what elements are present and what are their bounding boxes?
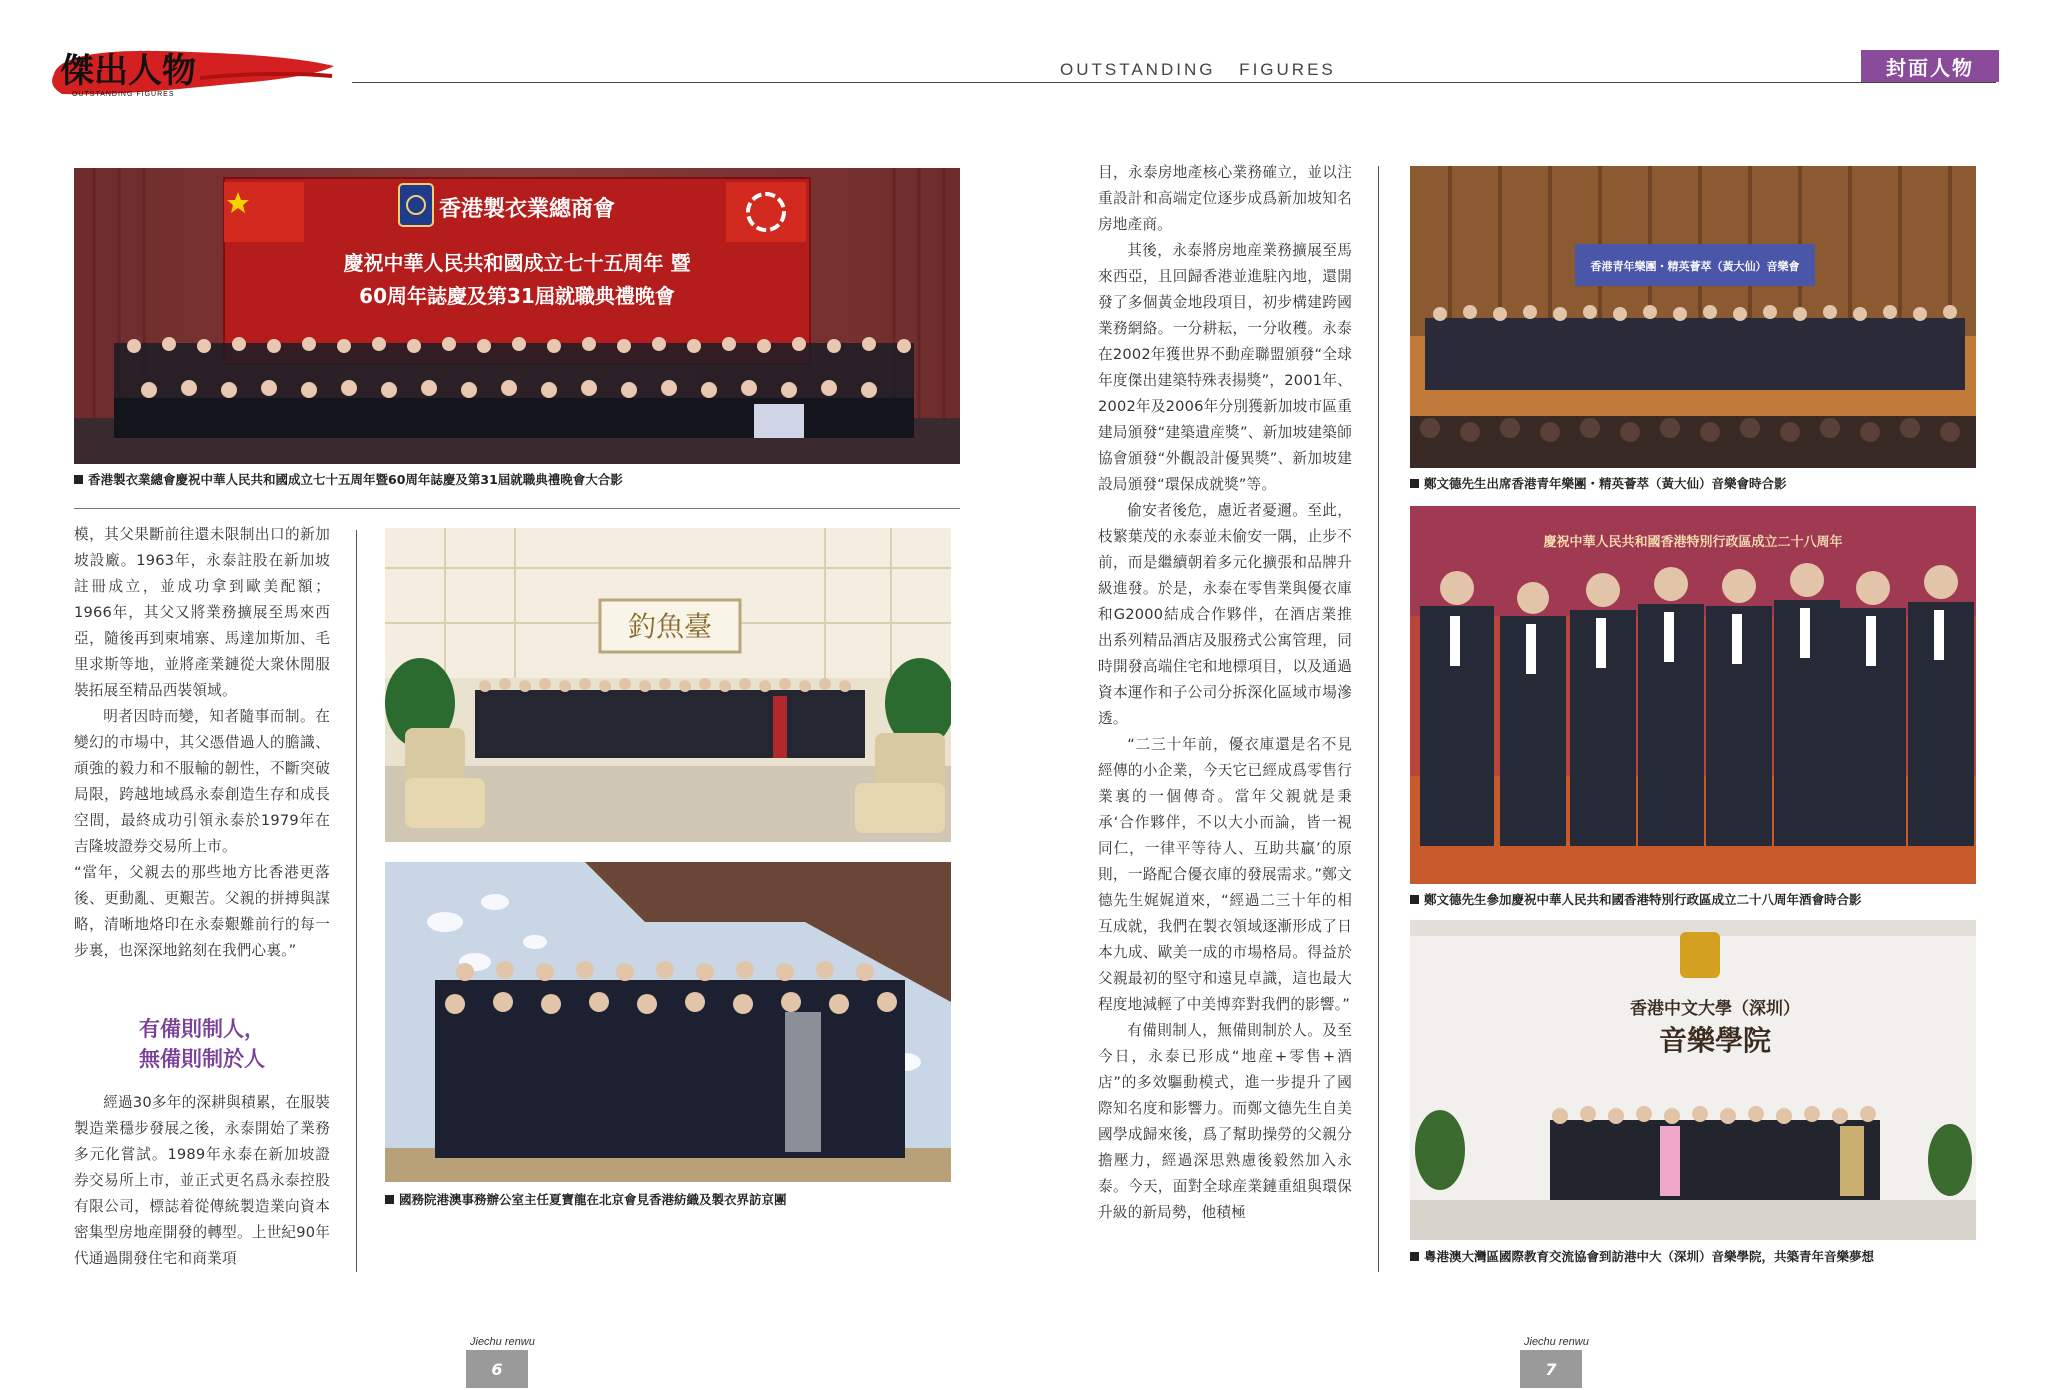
photo-music-school (1410, 920, 1976, 1240)
caption-concert: 鄭文德先生出席香港青年樂團・精英薈萃（黃大仙）音樂會時合影 (1410, 474, 1787, 492)
section-badge: 封面人物 (1861, 50, 1999, 82)
body-column-right (1098, 160, 1352, 1226)
photo-gala-group (74, 168, 960, 464)
logo-subtext: OUTSTANDING FIGURES (72, 91, 175, 98)
school-sign-line2: 音樂學院 (1658, 1024, 1772, 1057)
header-rule (352, 82, 1996, 83)
banner-org: 香港製衣業總商會 (439, 197, 616, 222)
photo-meeting-hall (385, 528, 951, 842)
paragraph: 其後，永泰將房地産業務擴展至馬來西亞，且回歸香港並進駐內地，還開發了多個黃金地段項目，初步構建跨國業務網絡。一分耕耘，一分收穫。永泰在2002年獲世界不動産聯盟頒發“全球年度傑出建築特殊表揚獎”，2001年、2002年及2006年分別獲新加坡市區重建局頒發“建築遺産獎”、新加坡建築師協會頒發“外觀設計優異獎”、新加坡建設局頒發“環保成就獎”等。 (1098, 242, 1352, 493)
concert-banner: 香港青年樂團・精英薈萃（黃大仙）音樂會 (1590, 260, 1800, 273)
section-title: OUTSTANDING FIGURES (1060, 60, 1336, 79)
body-column-left (74, 522, 330, 964)
school-sign-line1: 香港中文大學（深圳） (1630, 999, 1800, 1019)
paragraph: 經過30多年的深耕與積累，在服裝製造業穩步發展之後，永泰開始了業務多元化嘗試。1989年永泰在新加坡證券交易所上市，並正式更名爲永泰控股有限公司，標誌着從傳統製造業向資本密集型房地産開發的轉型。上世紀90年代通過開發住宅和商業項 (74, 1094, 330, 1267)
paragraph: 模，其父果斷前往還未限制出口的新加坡設廠。1963年，永泰註股在新加坡註冊成立，並成功拿到歐美配額；1966年，其父又將業務擴展至馬來西亞，隨後再到柬埔寨、馬達加斯加、毛里求斯等地，並將產業鏈從大衆休閒服裝拓展至精品西裝領域。 (74, 526, 330, 699)
photo-concert-stage (1410, 166, 1976, 468)
column-rule (356, 530, 357, 1272)
caption-official-meeting: 國務院港澳事務辦公室主任夏寶龍在北京會見香港紡織及製衣界訪京團 (385, 1190, 787, 1208)
page-number-right: 7 (1520, 1350, 1582, 1388)
caption-gala: 香港製衣業總會慶祝中華人民共和國成立七十五周年暨60周年誌慶及第31屆就職典禮晚會大合影 (74, 470, 623, 488)
paragraph: “當年，父親去的那些地方比香港更落後、更動亂、更艱苦。父親的拼搏與謀略，清晰地烙印在永泰艱難前行的每一步裏，也深深地銘刻在我們心裏。” (74, 864, 330, 959)
page-number-left: 6 (466, 1350, 528, 1388)
university-crest (1680, 932, 1720, 978)
magazine-logo (50, 44, 336, 100)
paragraph: 明者因時而變，知者隨事而制。在變幻的市場中，其父憑借過人的膽識、頑強的毅力和不服輸的韌性，不斷突破局限，跨越地域爲永泰創造生存和成長空間，最終成功引領永泰於1979年在吉隆坡證券交易所上市。 (74, 708, 330, 855)
paragraph: 有備則制人，無備則制於人。及至今日，永泰已形成“地産+零售+酒店”的多效驅動模式，進一步提升了國際知名度和影響力。而鄭文德先生自美國學成歸來後，爲了幫助操勞的父親分擔壓力，經過深思熟慮後毅然加入永泰。今天，面對全球産業鏈重組與環保升級的新局勢，他積極 (1098, 1022, 1352, 1221)
body-column-left-2 (74, 1090, 330, 1272)
subheading: 有備則制人， 無備則制於人 (139, 1017, 265, 1071)
folio-label-left: Jiechu renwu (470, 1336, 535, 1348)
banner-line2: 60周年誌慶及第31屆就職典禮晚會 (359, 284, 675, 308)
column-rule (1378, 166, 1379, 1272)
banner-line1: 慶祝中華人民共和國成立七十五周年 暨 (343, 251, 691, 275)
paragraph: 目，永泰房地產核心業務確立，並以注重設計和高端定位逐步成爲新加坡知名房地產商。 (1098, 164, 1352, 233)
hall-sign: 釣魚臺 (627, 610, 713, 643)
folio-label-right: Jiechu renwu (1524, 1336, 1589, 1348)
photo-reception (1410, 506, 1976, 884)
reception-banner: 慶祝中華人民共和國香港特別行政區成立二十八周年 (1543, 535, 1843, 550)
caption-reception: 鄭文德先生參加慶祝中華人民共和國香港特別行政區成立二十八周年酒會時合影 (1410, 890, 1862, 908)
photo-official-meeting (385, 862, 951, 1182)
logo-text: 傑出人物 (60, 51, 196, 91)
section-divider (74, 508, 960, 509)
paragraph: “二三十年前，優衣庫還是名不見經傳的小企業，今天它已經成爲零售行業裏的一個傳奇。當年父親就是秉承‘合作夥伴，不以大小而論，皆一視同仁，一律平等待人、互助共贏’的原則，一路配合優衣庫的發展需求。”鄭文德先生娓娓道來，“經過二三十年的相互成就，我們在製衣領域逐漸形成了日本九成、歐美一成的市場格局。得益於父親最初的堅守和遠見卓識，這也最大程度地減輕了中美博弈對我們的影響。” (1098, 736, 1352, 1013)
caption-music-school: 粵港澳大灣區國際教育交流協會到訪港中大（深圳）音樂學院，共築青年音樂夢想 (1410, 1247, 1874, 1265)
paragraph: 偷安者後危，慮近者憂邇。至此，枝繁葉茂的永泰並未偷安一隅，止步不前，而是繼續朝着多元化擴張和品牌升級進發。於是，永泰在零售業與優衣庫和G2000結成合作夥伴，在酒店業推出系列精品酒店及服務式公寓管理，同時開發高端住宅和地標項目，以及通過資本運作和子公司分拆深化區域市場滲透。 (1098, 502, 1352, 727)
